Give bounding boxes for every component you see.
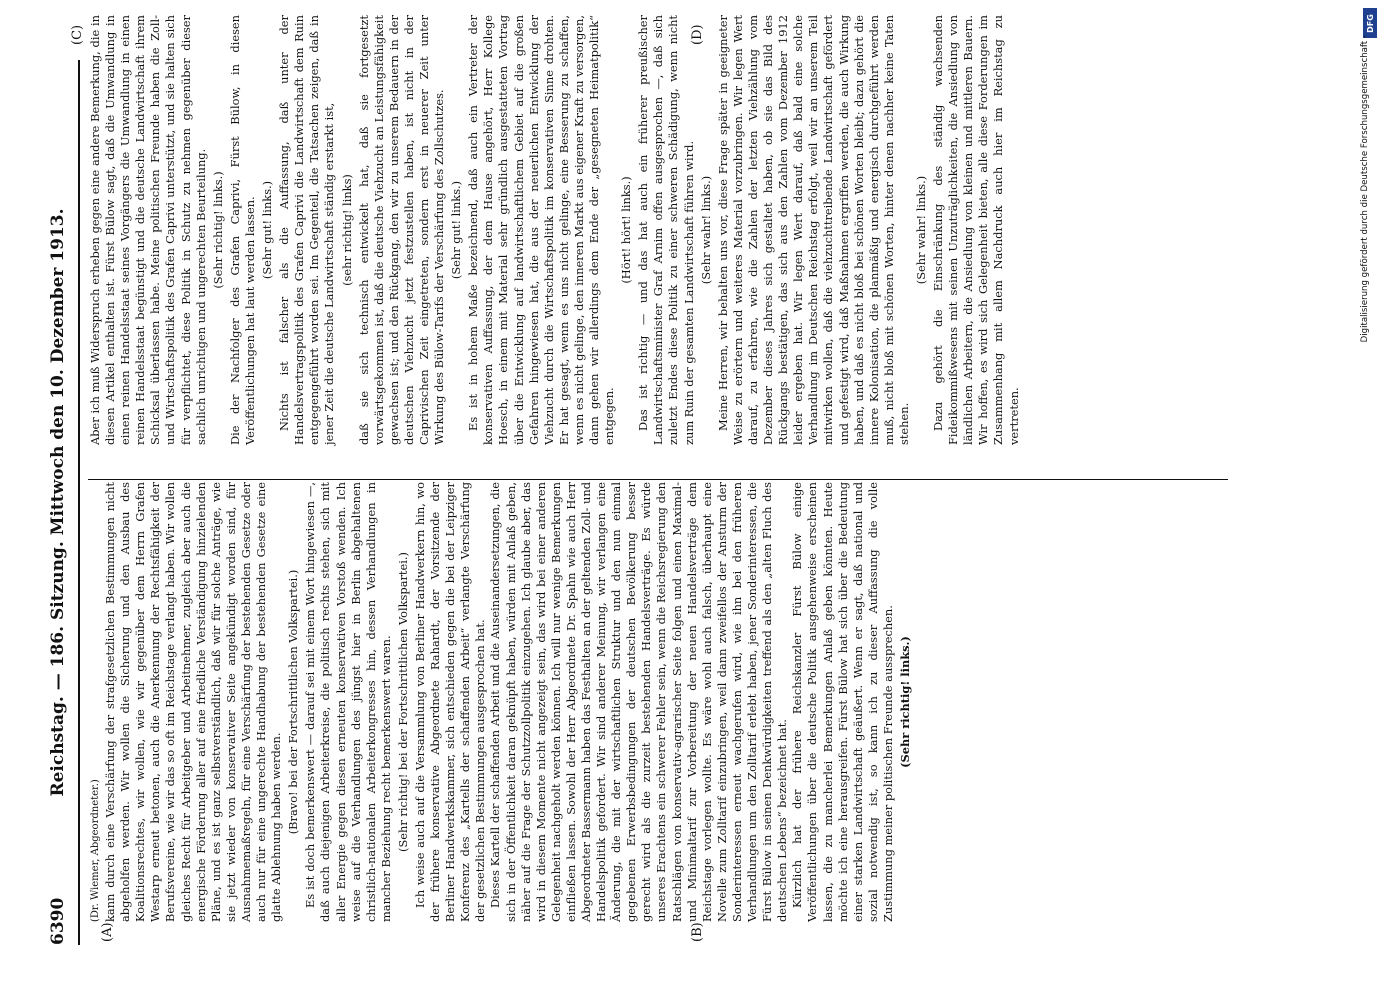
funding-note — [1355, 30, 1373, 970]
paragraph: Nichts ist falscher als die Auffassung, daß unter der Handelsvertragspolitik des Grafen Caprivi die Landwirtschaft dem Ruin entgegengeführt worden sei. Im Gegenteil, die Tatsachen zeigen, daß in jener Zeit die deutsche Landwirtschaft ständig erstarkt ist, — [277, 15, 337, 445]
dfg-logo: DFG — [1363, 8, 1377, 38]
interjection: (Sehr wahr! links.) — [913, 175, 928, 285]
paragraph: Es ist doch bemerkenswert — darauf sei mit einem Wort hingewiesen —, daß auch diejenigen Arbeiterkreise, die politisch rechts stehen, sich mit aller Energie gegen diesen erneuten konservativen Vorstoß wenden. Ich weise auf die Verhandlungen des jüngst hier in Berlin abgehaltenen christlich-nationalen Arbeiterkongresses hin, dessen Verhandlungen in mancher Beziehung recht bemerkenswert waren. — [303, 482, 393, 922]
paragraph: Das ist richtig — und das hat auch ein früherer preußischer Landwirtschaftsminister Graf Arnim offen ausgesprochen —, daß sich zuletzt Endes diese Politik zu einer schweren Schädigung, wenn nicht zum Ruin der gesamten Landwirtschaft führen wird. — [636, 15, 696, 445]
paragraph: Ich weise auch auf die Versammlung von Berliner Handwerkern hin, wo der frühere konservative Abgeordnete Rahardt, der Vorsitzende der Berliner Handwerkskammer, sich entschieden gegen die bei der Leipziger Konferenz des „Kartells der schaffenden Arbeit“ verlangte Verschärfung der gesetzlichen Bestimmungen ausgesprochen hat. — [412, 482, 488, 922]
page-title: Reichstag. — 186. Sitzung. Mittwoch den 10. Dezember 1913. — [48, 208, 68, 797]
margin-mark-c: (C) — [70, 24, 85, 45]
interjection: (Sehr richtig! bei der Fortschrittlichen Volkspartei.) — [395, 552, 410, 852]
margin-mark-a: (A) — [100, 922, 115, 942]
header-rule — [78, 60, 80, 945]
paragraph: Es ist in hohem Maße bezeichnend, daß auch ein Vertreter der konservativen Auffassung, der dem Hause angehört, Herr Kollege Hoesch, in einem mit Material sehr gründlich ausgestatteten Vortrag über die Entwicklung auf landwirtschaftlichem Gebiet auf die großen Gefahren hingewiesen hat, die aus der neuerlichen Entwicklung der Viehzucht durch die Wirtschaftspolitik im konservativen Sinne drohten. Er hat gesagt, wenn es uns nicht gelinge, eine Besserung zu schaffen, wenn es nicht gelinge, den inneren Markt aus eigener Kraft zu versorgen, dann gehen wir allerdings dem Ende der „gesegneten Heimatpolitik“ entgegen. — [466, 15, 617, 445]
interjection: (Sehr richtig! links.) — [210, 171, 225, 289]
interjection: (Sehr gut! links.) — [260, 180, 275, 280]
right-column — [88, 15, 1022, 445]
paragraph: Kürzlich hat der frühere Reichskanzler Fürst Bülow einige Veröffentlichungen über die deutsche Politik ausgehenweise erscheinen lassen, die zu mancherlei Bemerkungen Anlaß geben könnten. Heute möchte ich eine herausgreifen. Fürst Bülow hat sich über die Bedeutung einer starken Landwirtschaft geäußert. Wenn er sagt, daß national und sozial notwendig ist, so kann ich zu dieser Auffassung die volle Zustimmung meiner politischen Freunde aussprechen. — [790, 482, 895, 922]
interjection: (Sehr richtig! links.) — [897, 636, 912, 768]
paragraph: Meine Herren, wir behalten uns vor, diese Frage später in geeigneter Weise zu erörtern und weiteres Material vorzubringen. Wir legen Wert darauf, zu erfahren, wie die Zahlen der letzten Viehzählung vom Dezember dieses Jahres sich gestaltet haben, ob sie das Bild des Rückgangs bestätigen, das sich aus den Zahlen vom Dezember 1912 leider ergeben hat. Wir legen Wert darauf, daß bald eine solche Verhandlung im Deutschen Reichstag erfolgt, weil wir an unserem Teil mitwirken wollen, daß die viehzuchttreibende Landwirtschaft gefördert und gefestigt wird, daß Maßnahmen ergriffen werden, die auch Wirkung haben, und daß es nicht bloß bei schönen Worten bleibt; dazu gehört die innere Kolonisation, die planmäßig und energisch durchgeführt werden muß, nicht bloß mit schönen Worten, hinter denen nachher keine Taten stehen. — [715, 15, 911, 445]
paragraph: Dieses Kartell der schaffenden Arbeit und die Auseinandersetzungen, die sich in der Öffentlichkeit daran geknüpft haben, würden mit Anlaß geben, näher auf die Frage der Schutzzollpolitik einzugehen. Ich glaube aber, das wird in diesem Momente nicht angezeigt sein, das wird bei einer anderen Gelegenheit nachgeholt werden können. Ich will nur wenige Bemerkungen einfließen lassen. Sowohl der Herr Abgeordnete Dr. Spahn wie auch Herr Abgeordneter Bassermann haben das Festhalten an der geltenden Zoll- und Handelspolitik gefordert. Wir sind anderer Meinung, wir verlangen eine Änderung, die mit der wirtschaftlichen Struktur und den nun einmal gegebenen Erwerbsbedingungen der deutschen Bevölkerung besser gerecht wird als die zurzeit bestehenden Handelsverträge. Es würde unseres Erachtens ein schwerer Fehler sein, wenn die Reichsregierung den Ratschlägen von konservativ-agrarischer Seite folgen und einen Maximal- und Minimaltarif zur Vorbereitung der neuen Handelsverträge dem Reichstage vorlegen wollte. Es wäre wohl auch falsch, überhaupt eine Novelle zum Zolltarif einzubringen, weil dann zweifellos der Ansturm der Sonderinteressen erneut wachgerufen wird, wie ihn bei den früheren Verhandlungen um den Zolltarif erlebt haben, jener Sonderinteressen, die Fürst Bülow in seinen Denkwürdigkeiten treffend als den „alten Fluch des deutschen Lebens“ bezeichnet hat. — [488, 482, 790, 922]
page-number: 6390 — [48, 897, 68, 945]
margin-mark-d: (D) — [690, 24, 705, 45]
left-column — [88, 482, 915, 922]
funding-note-text: Digitalisierung gefördert durch die Deutsche Forschungsgemeinschaft - — [1360, 35, 1370, 343]
interjection: (Hört! hört! links.) — [619, 176, 634, 284]
interjection: (Bravo! bei der Fortschrittlichen Volkspartei.) — [286, 569, 301, 835]
paragraph: Aber ich muß Widerspruch erheben gegen eine andere Bemerkung, die in diesen Artikel enthalten ist. Fürst Bülow sagt, daß die Umwandlung in einen reinen Handelsstaat seines Vorgängers die Umwandlung in einen reinen Handelsstaat begünstigt und die deutsche Landwirtschaft ihrem Schicksal überlassen habe. Meine politischen Freunde haben die Zoll- und Wirtschaftspolitik des Grafen Caprivi unterstützt, und sie halten sich für verpflichtet, diese Politik in Schutz zu nehmen gegenüber dieser sachlich unrichtigen und ungerechten Beurteilung. — [88, 15, 208, 445]
paragraph: kann durch eine Verschärfung der strafgesetzlichen Bestimmungen nicht abgeholfen werden. Wir wollen die Sicherung und den Ausbau des Koalitionsrechtes, wir wollen, wie wir gegenüber dem Herrn Grafen Westarp erneut betonen, auch die Anerkennung der Rechtsfähigkeit der Berufsvereine, wie wir das so oft im Reichstage verlangt haben. Wir wollen gleiches Recht für Arbeitgeber und Arbeitnehmer, zugleich aber auch die energische Förderung aller auf eine friedliche Verständigung hinzielenden Pläne, und es ist ganz selbstverständlich, daß wir für solche Anträge, wie sie jetzt wieder von konservativer Seite angekündigt worden sind, für Ausnahmemaßregeln, für eine Verschärfung der bestehenden Gesetze oder auch nur für eine ungerechte Handhabung der bestehenden Gesetze eine glatte Ablehnung haben werden. — [103, 482, 284, 922]
interjection: (Sehr gut! links.) — [449, 180, 464, 280]
paragraph: daß sie sich technisch entwickelt hat, daß sie fortgesetzt vorwärtsgekommen ist, daß die deutsche Viehzucht an Leistungsfähigkeit gewachsen ist; und den Rückgang, den wir zu unserem Bedauern in der deutschen Viehzucht jetzt festzustellen haben, ist nicht in der Caprivischen Zeit eingetreten, sondern erst in neuerer Zeit unter Wirkung des Bülow-Tarifs der Verschärfung des Zollschutzes. — [356, 15, 447, 445]
margin-mark-b: (B) — [690, 922, 705, 942]
interjection: (Sehr wahr! links.) — [698, 175, 713, 285]
paragraph: Die der Nachfolger des Grafen Caprivi, Fürst Bülow, in diesen Veröffentlichungen hat laut werden lassen. — [227, 15, 257, 445]
column-divider — [88, 479, 1228, 480]
interjection: (sehr richtig! links) — [339, 174, 354, 286]
paragraph: Dazu gehört die Einschränkung des ständig wachsenden Fideikommißwesens mit seinen Unzuträglichkeiten, die Ansiedlung von ländlichen Arbeitern, die Ansiedlung von kleinen und mittleren Bauern. Wir hoffen, es wird sich Gelegenheit bieten, alle diese Forderungen im Zusammenhang mit allem Nachdruck auch hier im Reichstag zu vertreten. — [931, 15, 1021, 445]
page-header — [48, 60, 74, 945]
speaker-note: (Dr. Wiemer, Abgeordneter.) — [90, 779, 101, 922]
